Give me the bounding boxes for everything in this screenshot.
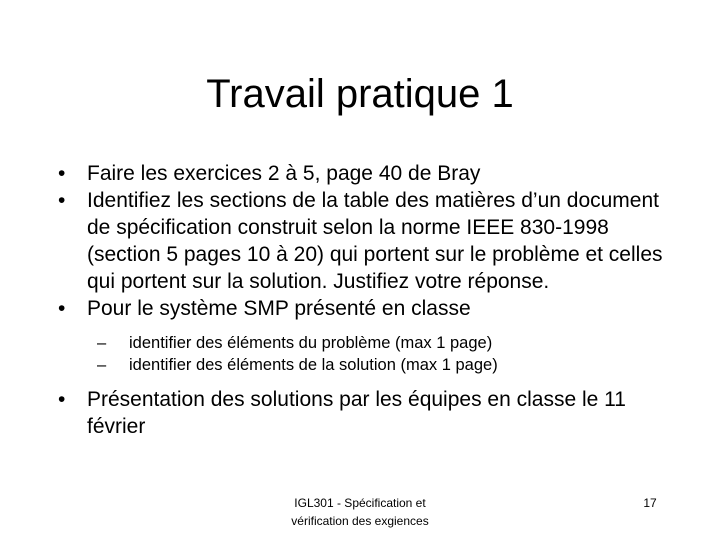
bullet-item [58, 386, 678, 440]
slide-title: Travail pratique 1 [206, 72, 514, 116]
sub-bullet-text: identifier des éléments de la solution (max 1 page) [129, 356, 498, 374]
bullet-marker: • [58, 388, 66, 411]
bullet-marker: • [58, 162, 66, 185]
bullet-item [58, 295, 678, 376]
sub-bullet-item [97, 354, 678, 376]
page-number: 17 [643, 496, 657, 510]
sub-bullet-marker: – [97, 356, 107, 374]
bullet-text: Identifiez les sections de la table des matières d’un document de spécification construit selon la norme IEEE 830-1998 (section 5 pages 10 à 20) qui portent sur le problème et celles qui portent sur la solution. Justifiez votre réponse. [87, 189, 663, 293]
bullet-item [58, 160, 678, 187]
bullet-text: Présentation des solutions par les équipes en classe le 11 février [87, 388, 626, 438]
footer-course-line1: IGL301 - Spécification et [294, 496, 426, 510]
bullet-text: Pour le système SMP présenté en classe [87, 297, 471, 320]
footer-course-title [250, 494, 470, 530]
sub-bullet-text: identifier des éléments du problème (max 1 page) [129, 334, 493, 352]
sub-bullet-list [87, 332, 678, 376]
bullet-item [58, 187, 678, 295]
bullet-text: Faire les exercices 2 à 5, page 40 de Bray [87, 162, 481, 185]
footer-course-line2: vérification des exgiences [291, 514, 429, 528]
bullet-marker: • [58, 189, 66, 212]
bullet-marker: • [58, 297, 66, 320]
bullet-list [58, 160, 678, 440]
sub-bullet-item [97, 332, 678, 354]
sub-bullet-marker: – [97, 334, 107, 352]
